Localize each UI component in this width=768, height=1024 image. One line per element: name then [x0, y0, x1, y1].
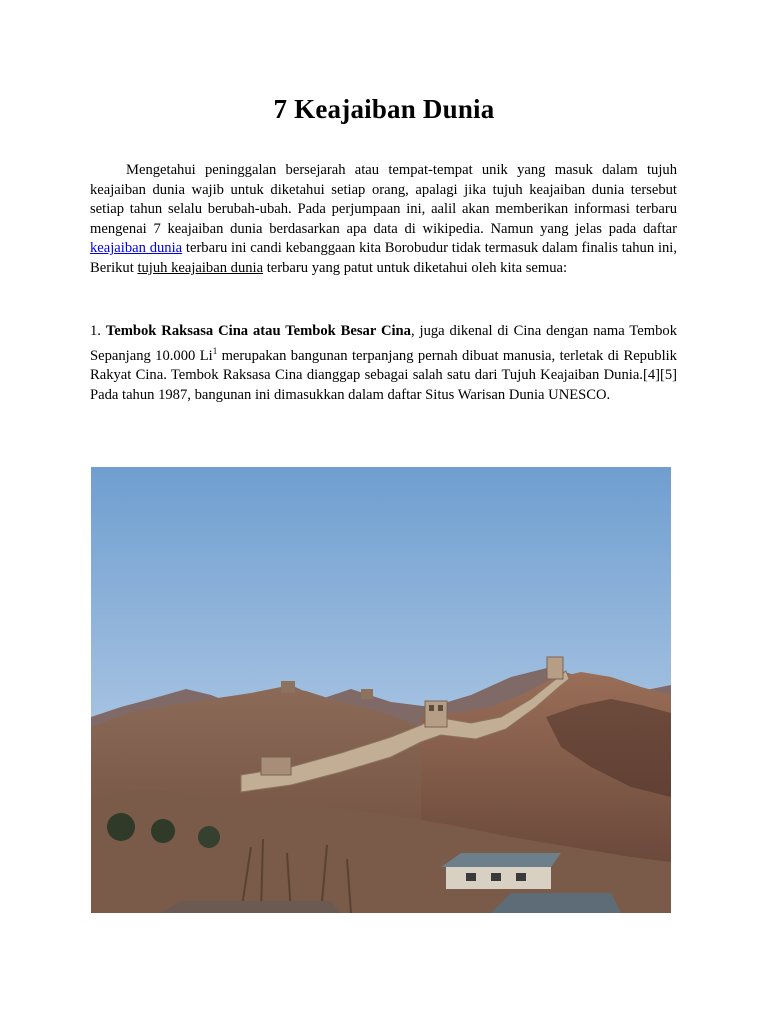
- item-1-text-b: merupakan bangunan terpanjang pernah dibuat manusia, terletak di Republik Rakyat Cina. Tembok Raksasa Cina dianggap sebagai salah satu dari Tujuh Keajaiban Dunia.[4][5] Pada tahun 1987, bangunan ini dimasukkan dalam daftar Situs Warisan Dunia UNESCO.: [90, 347, 677, 403]
- intro-text-middle: terbaru ini candi kebanggaan kita Borobudur tidak termasuk dalam finalis tahun ini, Berikut: [90, 240, 677, 276]
- great-wall-illustration: [91, 467, 671, 913]
- watchtower-far: [361, 689, 373, 699]
- intro-paragraph: [90, 161, 677, 279]
- item-1-superscript: 1: [212, 345, 218, 356]
- building-window: [516, 873, 526, 881]
- foreground-roof: [161, 901, 341, 913]
- tower-window: [429, 705, 434, 711]
- item-1-text-a: , juga dikenal di Cina dengan nama Tembok Sepanjang 10.000 Li: [90, 323, 677, 364]
- foreground-roof-right: [491, 893, 621, 913]
- tower-window: [438, 705, 443, 711]
- building-window: [491, 873, 501, 881]
- item-1-heading: Tembok Raksasa Cina atau Tembok Besar Cina: [105, 323, 411, 339]
- building-window: [466, 873, 476, 881]
- intro-text-start: Mengetahui peninggalan bersejarah atau tempat-tempat unik yang masuk dalam tujuh keajaiban dunia wajib untuk diketahui setiap orang, apalagi jika tujuh keajaiban dunia tersebut setiap tahun selalu berubah-ubah. Pada perjumpaan ini, aalil akan memberikan informasi terbaru mengenai 7 keajaiban dunia berdasarkan apa data di wikipedia. Namun yang jelas pada daftar: [90, 162, 677, 237]
- great-wall-photo: [91, 467, 671, 913]
- item-1-paragraph: 1. Tembok Raksasa Cina atau Tembok Besar Cina, juga dikenal di Cina dengan nama Tembok Sepanjang 10.000 Li$^1$ merupakan bangunan terpanjang pernah dibuat manusia, terletak di Republik Rakyat Cina. Tembok Raksasa Cina dianggap sebagai salah satu dari Tujuh Keajaiban Dunia.[4][5] Pada tahun 1987, bangunan ini dimasukkan dalam daftar Situs Warisan Dunia UNESCO.: [90, 323, 677, 403]
- tree: [151, 819, 175, 843]
- watchtower-top: [547, 657, 563, 679]
- tujuh-keajaiban-dunia-underlined: tujuh keajaiban dunia: [137, 259, 264, 276]
- watchtower-left: [261, 757, 291, 775]
- building-roof: [441, 853, 561, 867]
- intro-text-end: terbaru yang patut untuk diketahui oleh kita semua:: [263, 259, 568, 276]
- watchtower-far-left: [281, 681, 295, 693]
- page-title: 7 Keajaiban Dunia: [273, 94, 495, 124]
- watchtower-center: [425, 701, 447, 727]
- tree: [107, 813, 135, 841]
- tree: [198, 826, 220, 848]
- item-1-number: 1: [90, 323, 98, 339]
- keajaiban-dunia-link[interactable]: keajaiban dunia: [90, 240, 183, 257]
